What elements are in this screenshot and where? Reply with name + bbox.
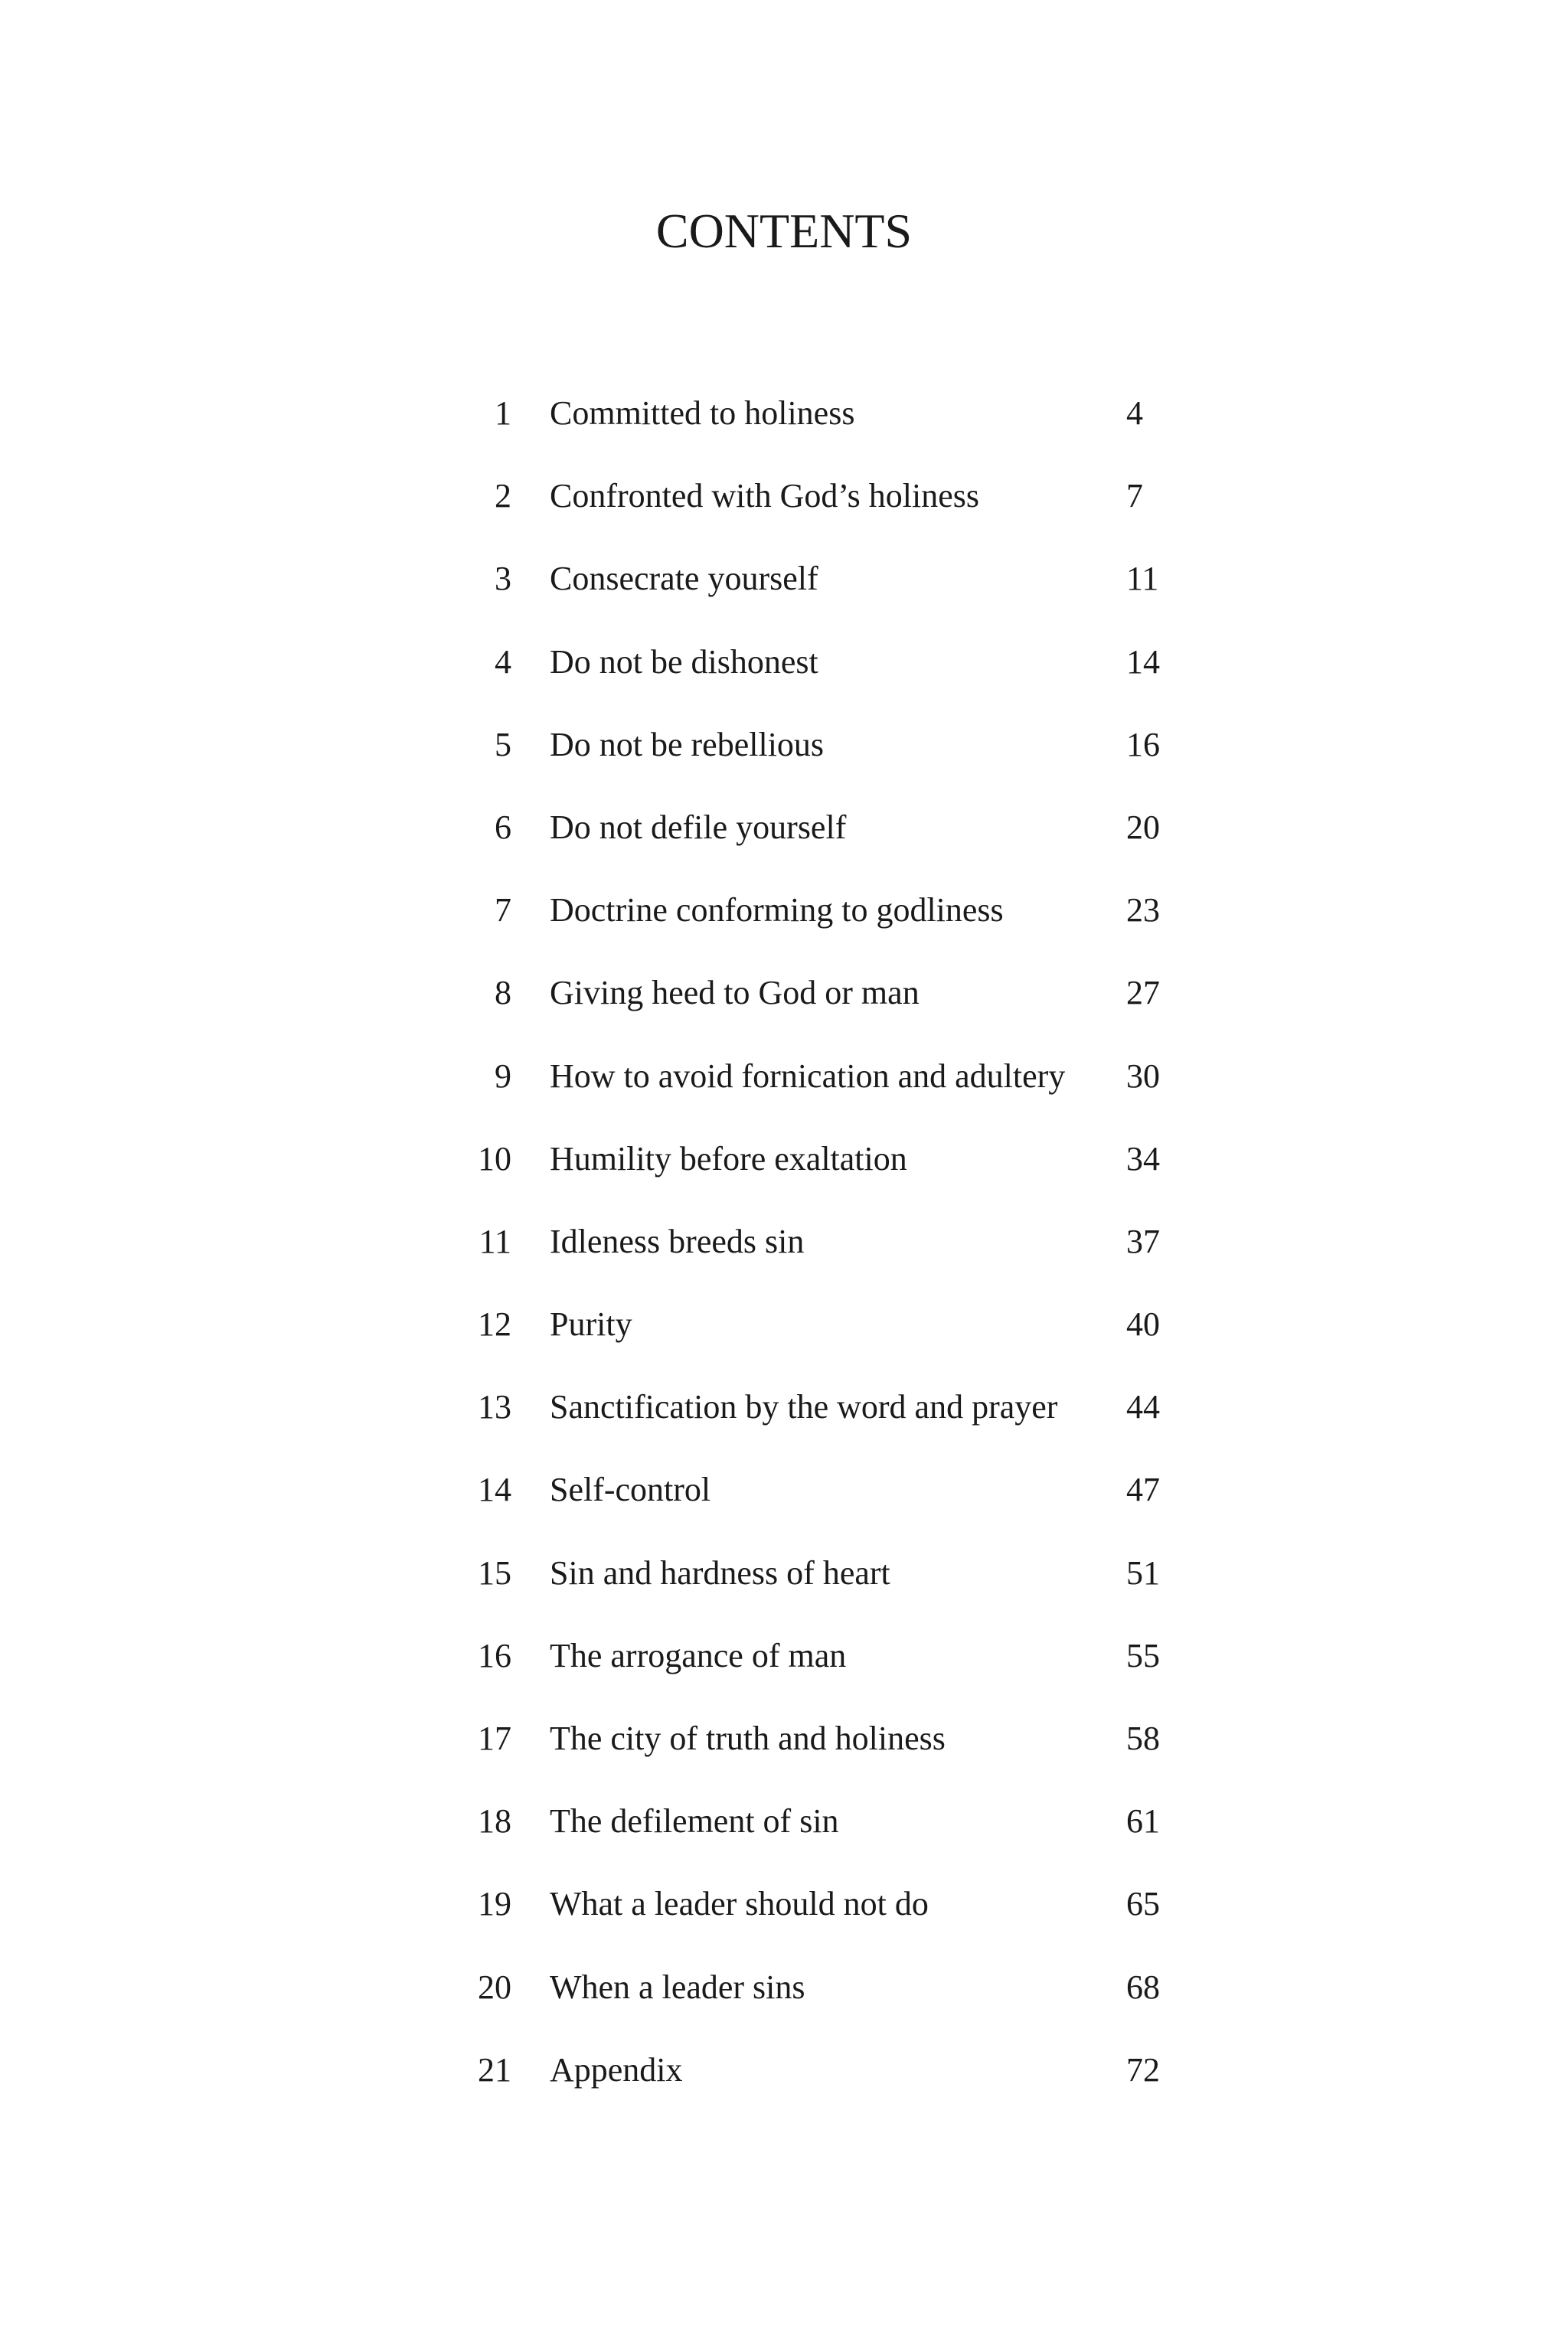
toc-entry <box>0 714 1568 797</box>
toc-entry-number: 3 <box>495 560 511 598</box>
toc-entry-title: Do not be dishonest <box>550 642 818 681</box>
toc-entry <box>0 1957 1568 2040</box>
toc-entry-number: 17 <box>478 1720 511 1757</box>
toc-entry-title: Idleness breeds sin <box>550 1222 805 1260</box>
toc-entry <box>0 880 1568 962</box>
toc-entry-number: 4 <box>495 642 511 681</box>
toc-entry-number: 2 <box>495 477 511 515</box>
toc-entry-title: The city of truth and holiness <box>550 1720 946 1757</box>
toc-entry-title: Self-control <box>550 1471 711 1509</box>
toc-entry-title: Committed to holiness <box>550 394 855 432</box>
toc-entry <box>0 1625 1568 1708</box>
toc-entry <box>0 1129 1568 1211</box>
toc-entry-title: Appendix <box>550 2050 683 2089</box>
toc-entry-title: Consecrate yourself <box>550 560 818 598</box>
toc-entry-title: Sanctification by the word and prayer <box>550 1388 1058 1426</box>
toc-entry <box>0 1377 1568 1459</box>
toc-entry-number: 7 <box>495 891 511 929</box>
toc-entry-page: 23 <box>1126 891 1160 929</box>
toc-entry-number: 5 <box>495 725 511 763</box>
toc-entry-title: How to avoid fornication and adultery <box>550 1057 1066 1095</box>
toc-entry <box>0 1791 1568 1873</box>
toc-entry <box>0 962 1568 1045</box>
toc-entry <box>0 1873 1568 1956</box>
toc-entry-number: 11 <box>479 1222 511 1260</box>
toc-entry-page: 20 <box>1126 808 1160 846</box>
toc-entry <box>0 383 1568 466</box>
toc-entry-title: Purity <box>550 1305 632 1344</box>
toc-entry-page: 51 <box>1126 1553 1160 1592</box>
toc-entry-page: 72 <box>1126 2050 1160 2089</box>
toc-entry-number: 12 <box>478 1305 511 1344</box>
toc-entry-page: 68 <box>1126 1968 1160 2006</box>
toc-entry-page: 16 <box>1126 725 1160 763</box>
toc-entry <box>0 548 1568 631</box>
toc-entry <box>0 1708 1568 1791</box>
toc-entry-number: 1 <box>495 394 511 432</box>
toc-entry-page: 27 <box>1126 974 1160 1012</box>
toc-entry-page: 34 <box>1126 1139 1160 1178</box>
toc-entry-page: 14 <box>1126 642 1160 681</box>
toc-entry-title: What a leader should not do <box>550 1885 929 1923</box>
toc-entry-title: When a leader sins <box>550 1968 805 2006</box>
toc-entry-title: Humility before exaltation <box>550 1139 907 1178</box>
page-title: CONTENTS <box>655 204 913 258</box>
toc-entry <box>0 1046 1568 1129</box>
toc-entry-number: 21 <box>478 2050 511 2089</box>
toc-entry-number: 20 <box>478 1968 511 2006</box>
toc-entry-number: 9 <box>495 1057 511 1095</box>
toc-entry <box>0 797 1568 880</box>
toc-entry <box>0 1459 1568 1542</box>
toc-entry-title: Confronted with God’s holiness <box>550 477 979 515</box>
toc-entry-page: 7 <box>1126 477 1143 515</box>
toc-entry-number: 19 <box>478 1885 511 1923</box>
toc-entry-title: Doctrine conforming to godliness <box>550 891 1004 929</box>
toc-entry-title: The arrogance of man <box>550 1636 847 1674</box>
toc-entry <box>0 2040 1568 2122</box>
toc-entry-number: 10 <box>478 1139 511 1178</box>
toc-entry-page: 30 <box>1126 1057 1160 1095</box>
toc-entry-title: Do not defile yourself <box>550 808 847 846</box>
toc-entry-page: 44 <box>1126 1388 1160 1426</box>
toc-entry <box>0 632 1568 714</box>
toc-entry-number: 13 <box>478 1388 511 1426</box>
toc-entry-number: 18 <box>478 1802 511 1841</box>
toc-entry-title: Do not be rebellious <box>550 725 825 763</box>
toc-entry-page: 65 <box>1126 1885 1160 1923</box>
toc-entry <box>0 1543 1568 1625</box>
toc-entry-page: 40 <box>1126 1305 1160 1344</box>
toc-entry-title: Sin and hardness of heart <box>550 1553 890 1592</box>
toc-entry-page: 11 <box>1126 560 1159 598</box>
toc-entry-number: 8 <box>495 974 511 1012</box>
toc-entry-number: 15 <box>478 1553 511 1592</box>
toc-entry-page: 4 <box>1126 394 1143 432</box>
toc-entry-page: 37 <box>1126 1222 1160 1260</box>
toc-entry-number: 6 <box>495 808 511 846</box>
toc-entry-number: 16 <box>478 1636 511 1674</box>
toc-entry <box>0 1211 1568 1294</box>
toc-entry-title: Giving heed to God or man <box>550 974 920 1012</box>
toc-entry-title: The defilement of sin <box>550 1802 839 1841</box>
toc-entry <box>0 1294 1568 1377</box>
toc-entry <box>0 466 1568 548</box>
toc-entry-page: 47 <box>1126 1471 1160 1509</box>
table-of-contents <box>0 383 1568 2122</box>
toc-entry-page: 61 <box>1126 1802 1160 1841</box>
toc-entry-number: 14 <box>478 1471 511 1509</box>
toc-entry-page: 58 <box>1126 1720 1160 1757</box>
toc-entry-page: 55 <box>1126 1636 1160 1674</box>
